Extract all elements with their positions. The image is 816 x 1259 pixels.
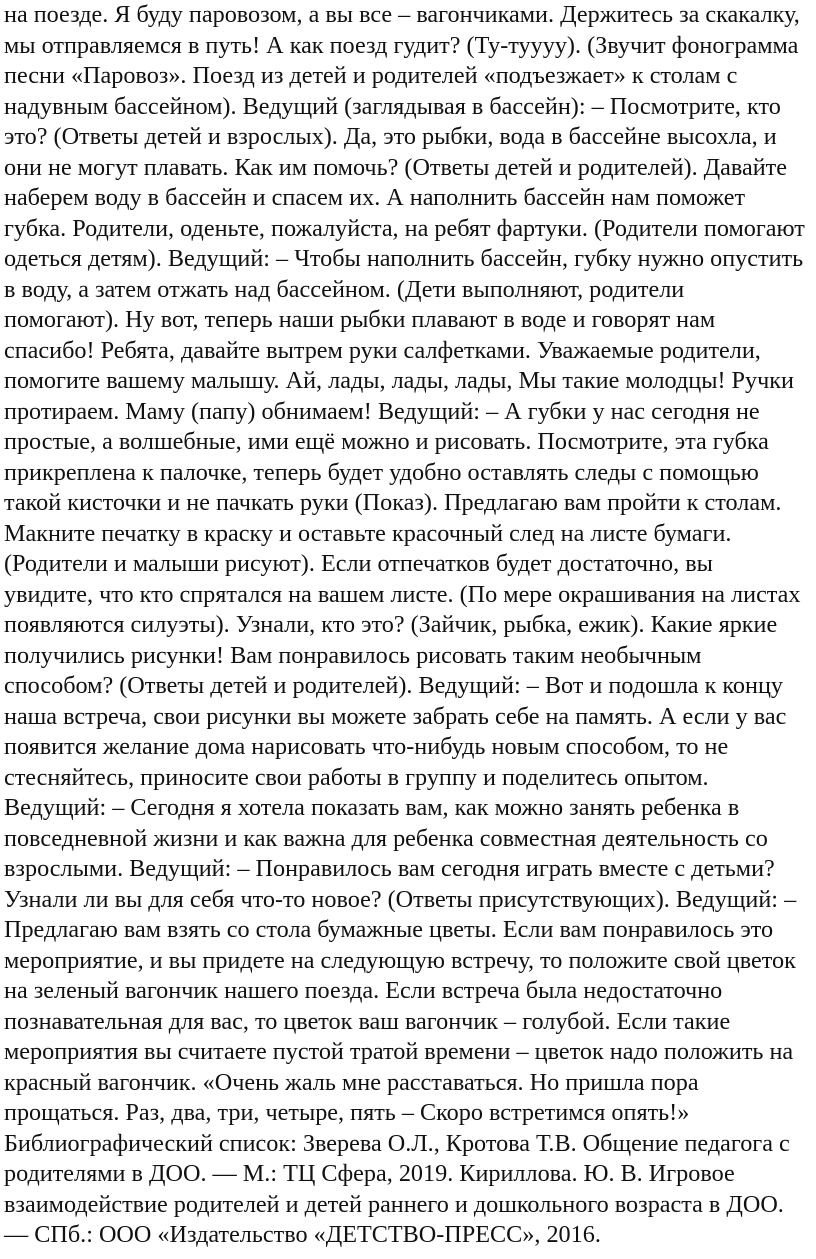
text-line: губка. Родители, оденьте, пожалуйста, на ребят фартуки. (Родители помогают	[4, 214, 805, 242]
text-line: наберем воду в бассейн и спасем их. А наполнить бассейн нам поможет	[4, 184, 746, 211]
text-line: такой кисточки и не пачкать руки (Показ). Предлагаю вам пройти к столам.	[4, 489, 782, 516]
text-line: взаимодействие родителей и детей раннего и дошкольного возраста в ДОО.	[4, 1190, 784, 1218]
text-line: появится желание дома нарисовать что-нибудь новым способом, то не	[4, 733, 729, 760]
text-line: (Родители и малыши рисуют). Если отпечатков будет достаточно, вы	[4, 550, 713, 577]
text-line: Макните печатку в краску и оставьте красочный след на листе бумаги.	[4, 519, 732, 547]
text-line: мероприятия вы считаете пустой тратой времени – цветок надо положить на	[4, 1038, 794, 1065]
text-line: мы отправляемся в путь! А как поезд гудит? (Ту-туууу). (Звучит фонограмма	[4, 31, 799, 59]
text-line: в воду, а затем отжать над бассейном. (Дети выполняют, родители	[4, 275, 685, 303]
text-line: получились рисунки! Вам понравилось рисовать таким необычным	[4, 641, 702, 669]
text-line: прикреплена к палочке, теперь будет удобно оставлять следы с помощью	[4, 458, 759, 486]
text-line: красный вагончик. «Очень жаль мне расставаться. Но пришла пора	[4, 1068, 699, 1096]
text-line: взрослыми. Ведущий: – Понравилось вам сегодня играть вместе с детьми?	[4, 855, 775, 882]
text-line: Ведущий: – Сегодня я хотела показать вам, как можно занять ребенка в	[4, 794, 740, 821]
text-line: надувным бассейном). Ведущий (заглядывая в бассейн): – Посмотрите, кто	[4, 92, 781, 120]
text-line: повседневной жизни и как важна для ребенка совместная деятельность со	[4, 824, 768, 852]
text-line: — СПб.: ООО «Издательство «ДЕТСТВО-ПРЕСС», 2016.	[4, 1221, 601, 1248]
text-line: Библиографический список: Зверева О.Л., Кротова Т.В. Общение педагога с	[4, 1129, 790, 1157]
text-line: познавательная для вас, то цветок ваш вагончик – голубой. Если такие	[4, 1007, 731, 1035]
text-line: помогите вашему малышу. Ай, лады, лады, лады, Мы такие молодцы! Ручки	[4, 367, 794, 394]
text-line: на поезде. Я буду паровозом, а вы все – вагончиками. Держитесь за скакалку,	[4, 1, 800, 28]
text-line: появляются силуэты). Узнали, кто это? (Зайчик, рыбка, ежик). Какие яркие	[4, 611, 778, 638]
text-line: родителями в ДОО. — М.: ТЦ Сфера, 2019. Кириллова. Ю. В. Игровое	[4, 1160, 735, 1187]
text-line: одеться детям). Ведущий: – Чтобы наполнить бассейн, губку нужно опустить	[4, 245, 804, 272]
text-line: песни «Паровоз». Поезд из детей и родителей «подъезжает» к столам с	[4, 62, 738, 89]
text-line: мероприятие, и вы придете на следующую встречу, то положите свой цветок	[4, 946, 796, 974]
text-line: помогают). Ну вот, теперь наши рыбки плавают в воде и говорят нам	[4, 306, 716, 333]
text-line: протираем. Маму (папу) обнимаем! Ведущий: – А губки у нас сегодня не	[4, 397, 760, 425]
body-paragraph	[4, 0, 812, 1251]
text-line: это? (Ответы детей и взрослых). Да, это рыбки, вода в бассейне высохла, и	[4, 123, 777, 150]
text-line: способом? (Ответы детей и родителей). Ведущий: – Вот и подошла к концу	[4, 672, 783, 699]
text-line: стесняйтесь, приносите свои работы в группу и поделитесь опытом.	[4, 763, 709, 791]
text-line: наша встреча, свои рисунки вы можете забрать себе на память. А если у вас	[4, 702, 787, 730]
text-line: Предлагаю вам взять со стола бумажные цветы. Если вам понравилось это	[4, 916, 774, 943]
text-line: они не могут плавать. Как им помочь? (Ответы детей и родителей). Давайте	[4, 153, 787, 181]
text-line: прощаться. Раз, два, три, четыре, пять – Скоро встретимся опять!»	[4, 1099, 690, 1126]
text-line: на зеленый вагончик нашего поезда. Если встреча была недостаточно	[4, 977, 723, 1004]
text-line: увидите, что кто спрятался на вашем листе. (По мере окрашивания на листах	[4, 580, 801, 608]
text-line: Узнали ли вы для себя что-то новое? (Ответы присутствующих). Ведущий: –	[4, 885, 797, 913]
text-line: спасибо! Ребята, давайте вытрем руки салфетками. Уважаемые родители,	[4, 336, 761, 364]
text-line: простые, а волшебные, ими ещё можно и рисовать. Посмотрите, эта губка	[4, 428, 769, 455]
